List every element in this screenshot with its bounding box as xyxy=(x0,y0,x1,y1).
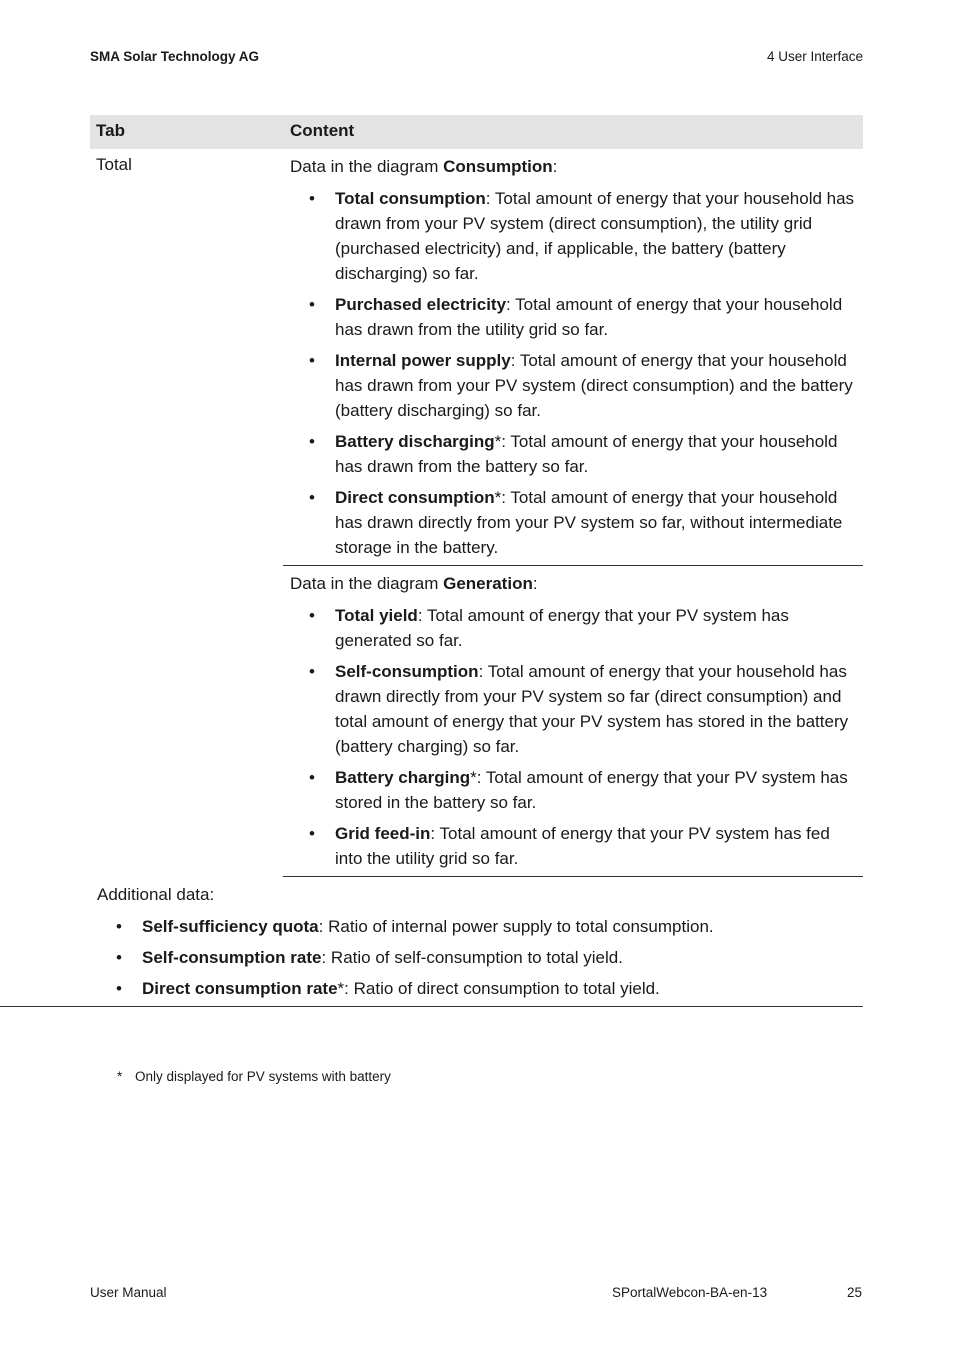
footnote-marker: * xyxy=(117,1069,123,1084)
item-term: Total consumption xyxy=(335,189,486,208)
bullet-icon: • xyxy=(116,948,122,967)
item-description: : Ratio of self-consumption to total yield. xyxy=(321,948,623,967)
footer-document-id: SPortalWebcon-BA-en-13 xyxy=(612,1285,768,1300)
bullet-icon: • xyxy=(309,488,315,507)
item-term: Internal power supply xyxy=(335,351,511,370)
intro-text: Data in the diagram xyxy=(290,574,444,593)
item-description: : Total amount of energy that your household has drawn from your PV system (direct consumption) and the battery (battery discharging) so far. xyxy=(335,351,853,420)
list-item xyxy=(290,603,863,653)
intro-diagram-name: Consumption xyxy=(443,157,553,176)
footnote-text: Only displayed for PV systems with battery xyxy=(135,1069,391,1084)
bullet-icon: • xyxy=(309,295,315,314)
item-description: : Total amount of energy that your household has drawn from your PV system (direct consumption), the utility grid (purchased electricity) and, if applicable, the battery (battery discharging) so far. xyxy=(335,189,855,283)
page-number: 25 xyxy=(846,1285,862,1300)
generation-block xyxy=(283,566,863,877)
item-description: : Total amount of energy that your household has drawn directly from your PV system so far (direct consumption) and total amount of energy that your PV system has stored in the battery (battery charging) so far. xyxy=(335,662,849,756)
item-term: Total yield xyxy=(335,606,418,625)
item-description: : Ratio of direct consumption to total yield. xyxy=(344,979,660,998)
item-term: Self-consumption xyxy=(335,662,479,681)
list-item xyxy=(290,429,863,479)
header-company: SMA Solar Technology AG xyxy=(90,49,260,64)
intro-diagram-name: Generation xyxy=(443,574,533,593)
bullet-icon: • xyxy=(309,189,315,208)
column-header-tab: Tab xyxy=(96,121,125,140)
consumption-block xyxy=(283,149,863,566)
item-description: : Total amount of energy that your PV system has fed into the utility grid so far. xyxy=(335,824,830,868)
bullet-icon: • xyxy=(309,824,315,843)
header-section: 4 User Interface xyxy=(766,49,863,64)
consumption-intro xyxy=(290,155,863,179)
bullet-icon: • xyxy=(116,979,122,998)
footnote xyxy=(117,1069,391,1084)
bullet-icon: • xyxy=(309,662,315,681)
footnote-reference: * xyxy=(494,432,502,451)
list-item xyxy=(290,821,863,871)
item-term: Battery charging xyxy=(335,768,471,787)
item-term: Direct consumption rate xyxy=(142,979,338,998)
item-description: : Total amount of energy that your PV system has stored in the battery so far. xyxy=(335,768,848,812)
footnote-reference: * xyxy=(470,768,477,787)
table-header xyxy=(90,115,863,149)
bullet-icon: • xyxy=(309,351,315,370)
content-table xyxy=(90,115,863,1007)
item-term: Purchased electricity xyxy=(335,295,507,314)
additional-list xyxy=(97,914,863,1001)
table-row xyxy=(90,149,863,1007)
item-term: Grid feed-in xyxy=(335,824,431,843)
item-term: Self-sufficiency quota xyxy=(142,917,319,936)
list-item xyxy=(97,976,863,1001)
intro-colon: : xyxy=(532,574,538,593)
intro-text: Additional data: xyxy=(97,885,215,904)
column-header-content: Content xyxy=(290,121,355,140)
list-item xyxy=(290,765,863,815)
item-description: : Ratio of internal power supply to total consumption. xyxy=(318,917,714,936)
bullet-icon: • xyxy=(309,768,315,787)
item-term: Direct consumption xyxy=(335,488,495,507)
item-description: : Total amount of energy that your household has drawn from the battery so far. xyxy=(335,432,838,476)
item-term: Battery discharging xyxy=(335,432,495,451)
list-item xyxy=(97,914,863,939)
list-item xyxy=(290,292,863,342)
generation-intro xyxy=(290,572,863,596)
item-term: Self-consumption rate xyxy=(142,948,322,967)
generation-list xyxy=(290,603,863,871)
footnote-reference: * xyxy=(494,488,502,507)
item-description: : Total amount of energy that your household has drawn directly from your PV system so far, without intermediate storage in the battery. xyxy=(335,488,843,557)
footer-manual-label: User Manual xyxy=(90,1285,167,1300)
list-item xyxy=(290,659,863,759)
list-item xyxy=(290,348,863,423)
bullet-icon: • xyxy=(309,606,315,625)
item-description: : Total amount of energy that your PV system has generated so far. xyxy=(335,606,789,650)
tab-name-cell: Total xyxy=(96,155,132,174)
list-item xyxy=(290,186,863,286)
intro-colon: : xyxy=(552,157,558,176)
bullet-icon: • xyxy=(309,432,315,451)
bullet-icon: • xyxy=(116,917,122,936)
additional-data-block xyxy=(0,877,863,1007)
intro-text: Data in the diagram xyxy=(290,157,444,176)
list-item xyxy=(290,485,863,560)
additional-intro xyxy=(97,883,863,907)
list-item xyxy=(97,945,863,970)
item-description: : Total amount of energy that your household has drawn from the utility grid so far. xyxy=(335,295,843,339)
consumption-list xyxy=(290,186,863,560)
footnote-reference: * xyxy=(337,979,345,998)
